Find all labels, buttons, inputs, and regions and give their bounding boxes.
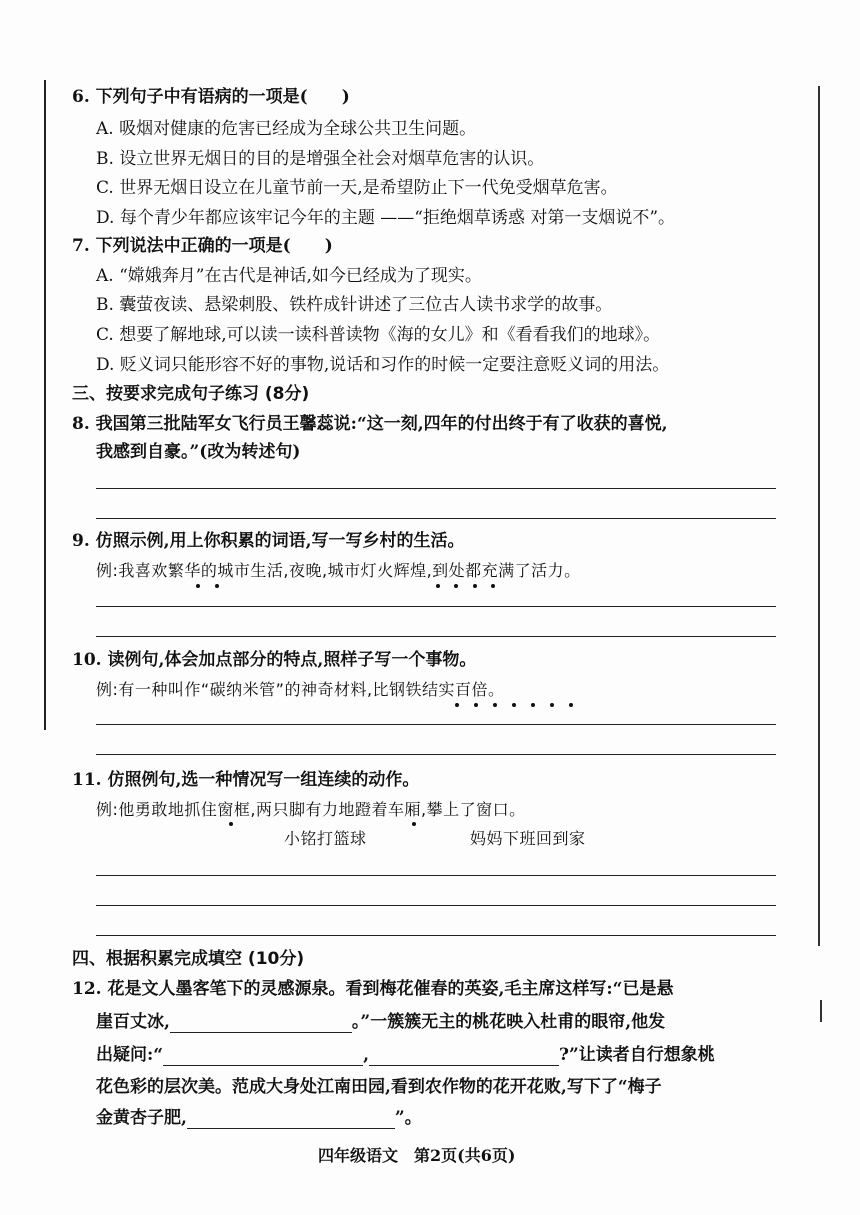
section-3-heading: 三、按要求完成句子练习 (8分) bbox=[72, 384, 310, 404]
question-12-text: 金黄杏子肥, bbox=[96, 1108, 187, 1128]
page-footer: 四年级语文 第2页(共6页) bbox=[318, 1146, 516, 1165]
question-12-line-4: 花色彩的层次美。范成大身处江南田园,看到农作物的花开花败,写下了“梅子 bbox=[96, 1077, 662, 1097]
question-12-line-5 bbox=[96, 1107, 422, 1129]
question-12-line-3 bbox=[96, 1044, 715, 1066]
emphasis-dot bbox=[412, 822, 416, 826]
question-7-stem: 7. 下列说法中正确的一项是( ) bbox=[72, 236, 333, 256]
fill-blank-2[interactable] bbox=[163, 1047, 363, 1066]
question-8-line-1: 8. 我国第三批陆军女飞行员王馨蕊说:“这一刻,四年的付出终于有了收获的喜悦, bbox=[72, 414, 668, 434]
question-12-text: ?”让读者自行想象桃 bbox=[558, 1045, 715, 1065]
question-12-text: 崖百丈冰, bbox=[96, 1012, 170, 1032]
question-9-example: 例:我喜欢繁华的城市生活,夜晚,城市灯火辉煌,到处都充满了活力。 bbox=[96, 561, 581, 580]
question-12-text: 出疑问:“ bbox=[96, 1045, 164, 1065]
fill-blank-1[interactable] bbox=[170, 1014, 352, 1033]
section-4-heading: 四、根据积累完成填空 (10分) bbox=[72, 949, 305, 969]
emphasis-dot bbox=[474, 703, 478, 707]
question-10-example: 例:有一种叫作“碳纳米管”的神奇材料,比钢铁结实百倍。 bbox=[96, 680, 505, 699]
emphasis-dot bbox=[436, 584, 440, 588]
emphasis-dot bbox=[196, 584, 200, 588]
emphasis-dot bbox=[550, 703, 554, 707]
question-7-option-c: C. 想要了解地球,可以读一读科普读物《海的女儿》和《看看我们的地球》。 bbox=[96, 325, 661, 345]
question-12-text: 。”一簇簇无主的桃花映入杜甫的眼帘,他发 bbox=[351, 1012, 666, 1032]
right-margin-mark bbox=[820, 1000, 822, 1022]
answer-line[interactable] bbox=[96, 488, 776, 489]
right-margin-line bbox=[818, 86, 820, 946]
fill-blank-4[interactable] bbox=[187, 1110, 395, 1129]
question-6-option-c: C. 世界无烟日设立在儿童节前一天,是希望防止下一代免受烟草危害。 bbox=[96, 178, 618, 198]
question-12-text: , bbox=[363, 1045, 369, 1065]
answer-line[interactable] bbox=[96, 905, 776, 906]
emphasis-dot bbox=[229, 822, 233, 826]
emphasis-dot bbox=[473, 584, 477, 588]
emphasis-dot bbox=[512, 703, 516, 707]
answer-line[interactable] bbox=[96, 518, 776, 519]
question-7-option-b: B. 囊萤夜读、悬梁刺股、铁杵成针讲述了三位古人读书求学的故事。 bbox=[96, 295, 613, 315]
emphasis-dot bbox=[569, 703, 573, 707]
emphasis-dot bbox=[454, 584, 458, 588]
question-11-stem: 11. 仿照例句,选一种情况写一组连续的动作。 bbox=[72, 770, 420, 790]
fill-blank-3[interactable] bbox=[369, 1047, 559, 1066]
question-8-line-2: 我感到自豪。”(改为转述句) bbox=[96, 442, 301, 462]
emphasis-dot bbox=[491, 584, 495, 588]
question-12-line-1: 12. 花是文人墨客笔下的灵感源泉。看到梅花催春的英姿,毛主席这样写:“已是悬 bbox=[72, 979, 674, 999]
scenario-option-2: 妈妈下班回到家 bbox=[470, 829, 586, 848]
answer-line[interactable] bbox=[96, 935, 776, 936]
question-6-option-a: A. 吸烟对健康的危害已经成为全球公共卫生问题。 bbox=[96, 119, 477, 139]
question-7-option-d: D. 贬义词只能形容不好的事物,说话和习作的时候一定要注意贬义词的用法。 bbox=[96, 355, 670, 375]
question-6-option-d: D. 每个青少年都应该牢记今年的主题 ——“拒绝烟草诱惑 对第一支烟说不”。 bbox=[96, 208, 676, 228]
scenario-option-1: 小铭打篮球 bbox=[284, 829, 367, 848]
answer-line[interactable] bbox=[96, 754, 776, 755]
emphasis-dot bbox=[455, 703, 459, 707]
answer-line[interactable] bbox=[96, 636, 776, 637]
answer-line[interactable] bbox=[96, 606, 776, 607]
question-11-example: 例:他勇敢地抓住窗框,两只脚有力地蹬着车厢,攀上了窗口。 bbox=[96, 800, 526, 819]
answer-line[interactable] bbox=[96, 875, 776, 876]
question-12-line-2 bbox=[96, 1011, 665, 1033]
left-margin-line bbox=[44, 80, 46, 730]
question-12-text: ”。 bbox=[394, 1108, 422, 1128]
question-6-stem: 6. 下列句子中有语病的一项是( ) bbox=[72, 87, 350, 107]
answer-line[interactable] bbox=[96, 724, 776, 725]
question-6-option-b: B. 设立世界无烟日的目的是增强全社会对烟草危害的认识。 bbox=[96, 149, 545, 169]
question-7-option-a: A. “嫦娥奔月”在古代是神话,如今已经成为了现实。 bbox=[96, 266, 482, 286]
emphasis-dot bbox=[531, 703, 535, 707]
question-9-stem: 9. 仿照示例,用上你积累的词语,写一写乡村的生活。 bbox=[72, 531, 465, 551]
emphasis-dot bbox=[493, 703, 497, 707]
question-10-stem: 10. 读例句,体会加点部分的特点,照样子写一个事物。 bbox=[72, 650, 477, 670]
emphasis-dot bbox=[215, 584, 219, 588]
